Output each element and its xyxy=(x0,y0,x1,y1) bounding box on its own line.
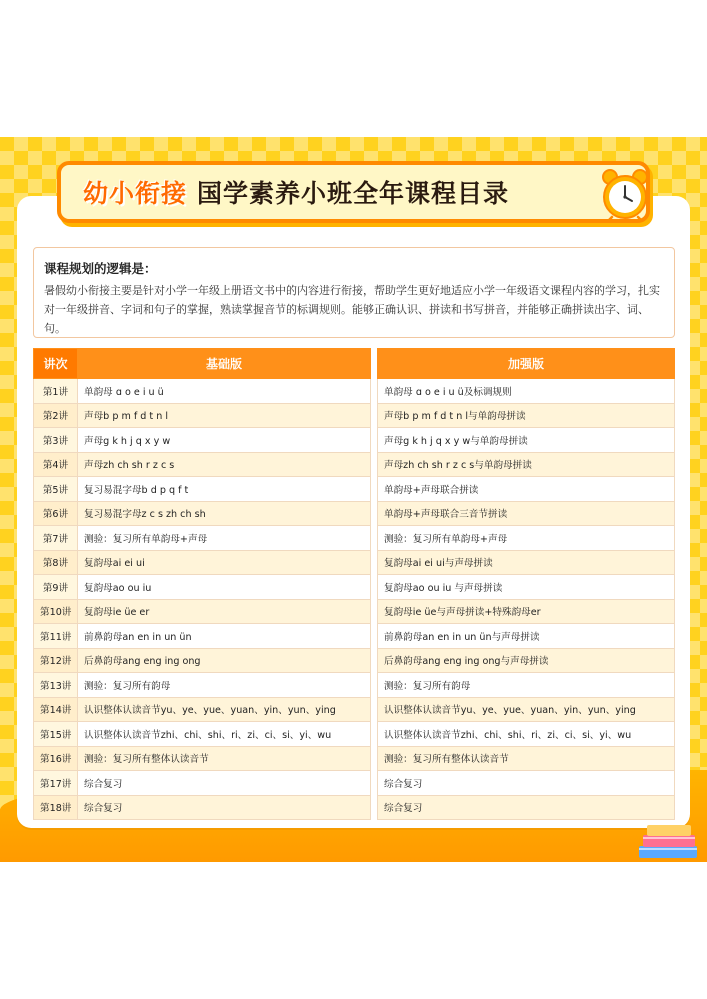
table-row xyxy=(378,746,675,771)
basic-lesson-cell: 声母zh ch sh r z c s xyxy=(78,452,371,477)
table-row xyxy=(34,648,371,673)
table-row xyxy=(34,452,371,477)
basic-lesson-cell: 声母b p m f d t n l xyxy=(78,403,371,428)
lesson-number: 第3讲 xyxy=(34,428,78,453)
advanced-lesson-cell: 声母g k h j q x y w与单韵母拼读 xyxy=(378,428,675,453)
table-row xyxy=(378,599,675,624)
basic-lesson-cell: 认识整体认读音节yu、ye、yue、yuan、yin、yun、ying xyxy=(78,697,371,722)
table-row xyxy=(378,501,675,526)
lesson-number: 第1讲 xyxy=(34,379,78,404)
lesson-number: 第7讲 xyxy=(34,526,78,551)
basic-lesson-cell: 复韵母ie üe er xyxy=(78,599,371,624)
table-row xyxy=(34,771,371,796)
table-row xyxy=(34,403,371,428)
title-banner xyxy=(57,161,650,223)
lesson-number: 第15讲 xyxy=(34,722,78,747)
table-row xyxy=(378,795,675,820)
advanced-lesson-cell: 综合复习 xyxy=(378,771,675,796)
advanced-lesson-cell: 测验：复习所有韵母 xyxy=(378,673,675,698)
table-row xyxy=(378,403,675,428)
advanced-lesson-cell: 前鼻韵母an en in un ün与声母拼读 xyxy=(378,624,675,649)
table-row xyxy=(378,624,675,649)
lesson-number: 第10讲 xyxy=(34,599,78,624)
books-icon xyxy=(633,818,703,862)
advanced-lesson-cell: 认识整体认读音节yu、ye、yue、yuan、yin、yun、ying xyxy=(378,697,675,722)
table-row xyxy=(34,722,371,747)
table-row xyxy=(34,697,371,722)
lesson-number: 第18讲 xyxy=(34,795,78,820)
advanced-lesson-cell: 后鼻韵母ang eng ing ong与声母拼读 xyxy=(378,648,675,673)
table-row xyxy=(34,428,371,453)
table-row xyxy=(378,575,675,600)
basic-lesson-cell: 复韵母ai ei ui xyxy=(78,550,371,575)
lesson-number: 第13讲 xyxy=(34,673,78,698)
lesson-number: 第14讲 xyxy=(34,697,78,722)
basic-course-table xyxy=(33,348,371,820)
table-row xyxy=(378,379,675,404)
basic-lesson-cell: 测验：复习所有单韵母+声母 xyxy=(78,526,371,551)
advanced-lesson-cell: 声母zh ch sh r z c s与单韵母拼读 xyxy=(378,452,675,477)
lesson-number: 第6讲 xyxy=(34,501,78,526)
table-row xyxy=(34,673,371,698)
basic-lesson-cell: 前鼻韵母an en in un ün xyxy=(78,624,371,649)
advanced-lesson-cell: 单韵母 ɑ o e i u ü及标调规则 xyxy=(378,379,675,404)
table-row xyxy=(34,379,371,404)
lesson-number: 第9讲 xyxy=(34,575,78,600)
table-row xyxy=(378,428,675,453)
table-row xyxy=(378,673,675,698)
advanced-lesson-cell: 单韵母+声母联合三音节拼读 xyxy=(378,501,675,526)
header-lesson-no: 讲次 xyxy=(34,349,78,379)
basic-lesson-cell: 测验：复习所有整体认读音节 xyxy=(78,746,371,771)
table-row xyxy=(34,550,371,575)
header-basic: 基础版 xyxy=(78,349,371,379)
basic-lesson-cell: 复韵母ao ou iu xyxy=(78,575,371,600)
logic-body: 暑假幼小衔接主要是针对小学一年级上册语文书中的内容进行衔接，帮助学生更好地适应小学一年级语文课程内容的学习，扎实对一年级拼音、字词和句子的掌握，熟读掌握音节的标调规则。能够正确认识、拼读和书写拼音，并能够正确拼读出字、词、句。 xyxy=(44,284,660,335)
table-row xyxy=(378,526,675,551)
advanced-lesson-cell: 复韵母ao ou iu 与声母拼读 xyxy=(378,575,675,600)
basic-lesson-cell: 后鼻韵母ang eng ing ong xyxy=(78,648,371,673)
table-row xyxy=(378,550,675,575)
basic-lesson-cell: 综合复习 xyxy=(78,795,371,820)
title-highlight: 幼小衔接 xyxy=(83,179,188,208)
logic-heading: 课程规划的逻辑是： xyxy=(44,261,157,276)
table-row xyxy=(378,771,675,796)
lesson-number: 第12讲 xyxy=(34,648,78,673)
table-row xyxy=(378,477,675,502)
advanced-lesson-cell: 单韵母+声母联合拼读 xyxy=(378,477,675,502)
lesson-number: 第11讲 xyxy=(34,624,78,649)
table-row xyxy=(378,452,675,477)
table-row xyxy=(34,501,371,526)
table-row xyxy=(378,648,675,673)
basic-lesson-cell: 单韵母 ɑ o e i u ü xyxy=(78,379,371,404)
advanced-lesson-cell: 声母b p m f d t n l与单韵母拼读 xyxy=(378,403,675,428)
table-row xyxy=(34,746,371,771)
advanced-lesson-cell: 复韵母ai ei ui与声母拼读 xyxy=(378,550,675,575)
basic-lesson-cell: 测验：复习所有韵母 xyxy=(78,673,371,698)
advanced-lesson-cell: 认识整体认读音节zhi、chi、shi、ri、zi、ci、si、yi、wu xyxy=(378,722,675,747)
advanced-lesson-cell: 测验：复习所有整体认读音节 xyxy=(378,746,675,771)
lesson-number: 第16讲 xyxy=(34,746,78,771)
lesson-number: 第5讲 xyxy=(34,477,78,502)
table-row xyxy=(378,697,675,722)
advanced-lesson-cell: 综合复习 xyxy=(378,795,675,820)
lesson-number: 第2讲 xyxy=(34,403,78,428)
lesson-number: 第17讲 xyxy=(34,771,78,796)
basic-lesson-cell: 综合复习 xyxy=(78,771,371,796)
advanced-lesson-cell: 测验：复习所有单韵母+声母 xyxy=(378,526,675,551)
alarm-clock-icon xyxy=(600,168,650,222)
header-advanced: 加强版 xyxy=(378,349,675,379)
table-row xyxy=(34,477,371,502)
advanced-course-table xyxy=(377,348,675,820)
course-logic-box xyxy=(33,247,675,338)
lesson-number: 第8讲 xyxy=(34,550,78,575)
table-row xyxy=(34,526,371,551)
lesson-number: 第4讲 xyxy=(34,452,78,477)
table-row xyxy=(378,722,675,747)
table-row xyxy=(34,624,371,649)
basic-lesson-cell: 认识整体认读音节zhi、chi、shi、ri、zi、ci、si、yi、wu xyxy=(78,722,371,747)
table-row xyxy=(34,795,371,820)
table-row xyxy=(34,599,371,624)
basic-lesson-cell: 复习易混字母b d p q f t xyxy=(78,477,371,502)
advanced-lesson-cell: 复韵母ie üe与声母拼读+特殊韵母er xyxy=(378,599,675,624)
title-main: 国学素养小班全年课程目录 xyxy=(197,179,510,208)
table-row xyxy=(34,575,371,600)
basic-lesson-cell: 复习易混字母z c s zh ch sh xyxy=(78,501,371,526)
basic-lesson-cell: 声母g k h j q x y w xyxy=(78,428,371,453)
